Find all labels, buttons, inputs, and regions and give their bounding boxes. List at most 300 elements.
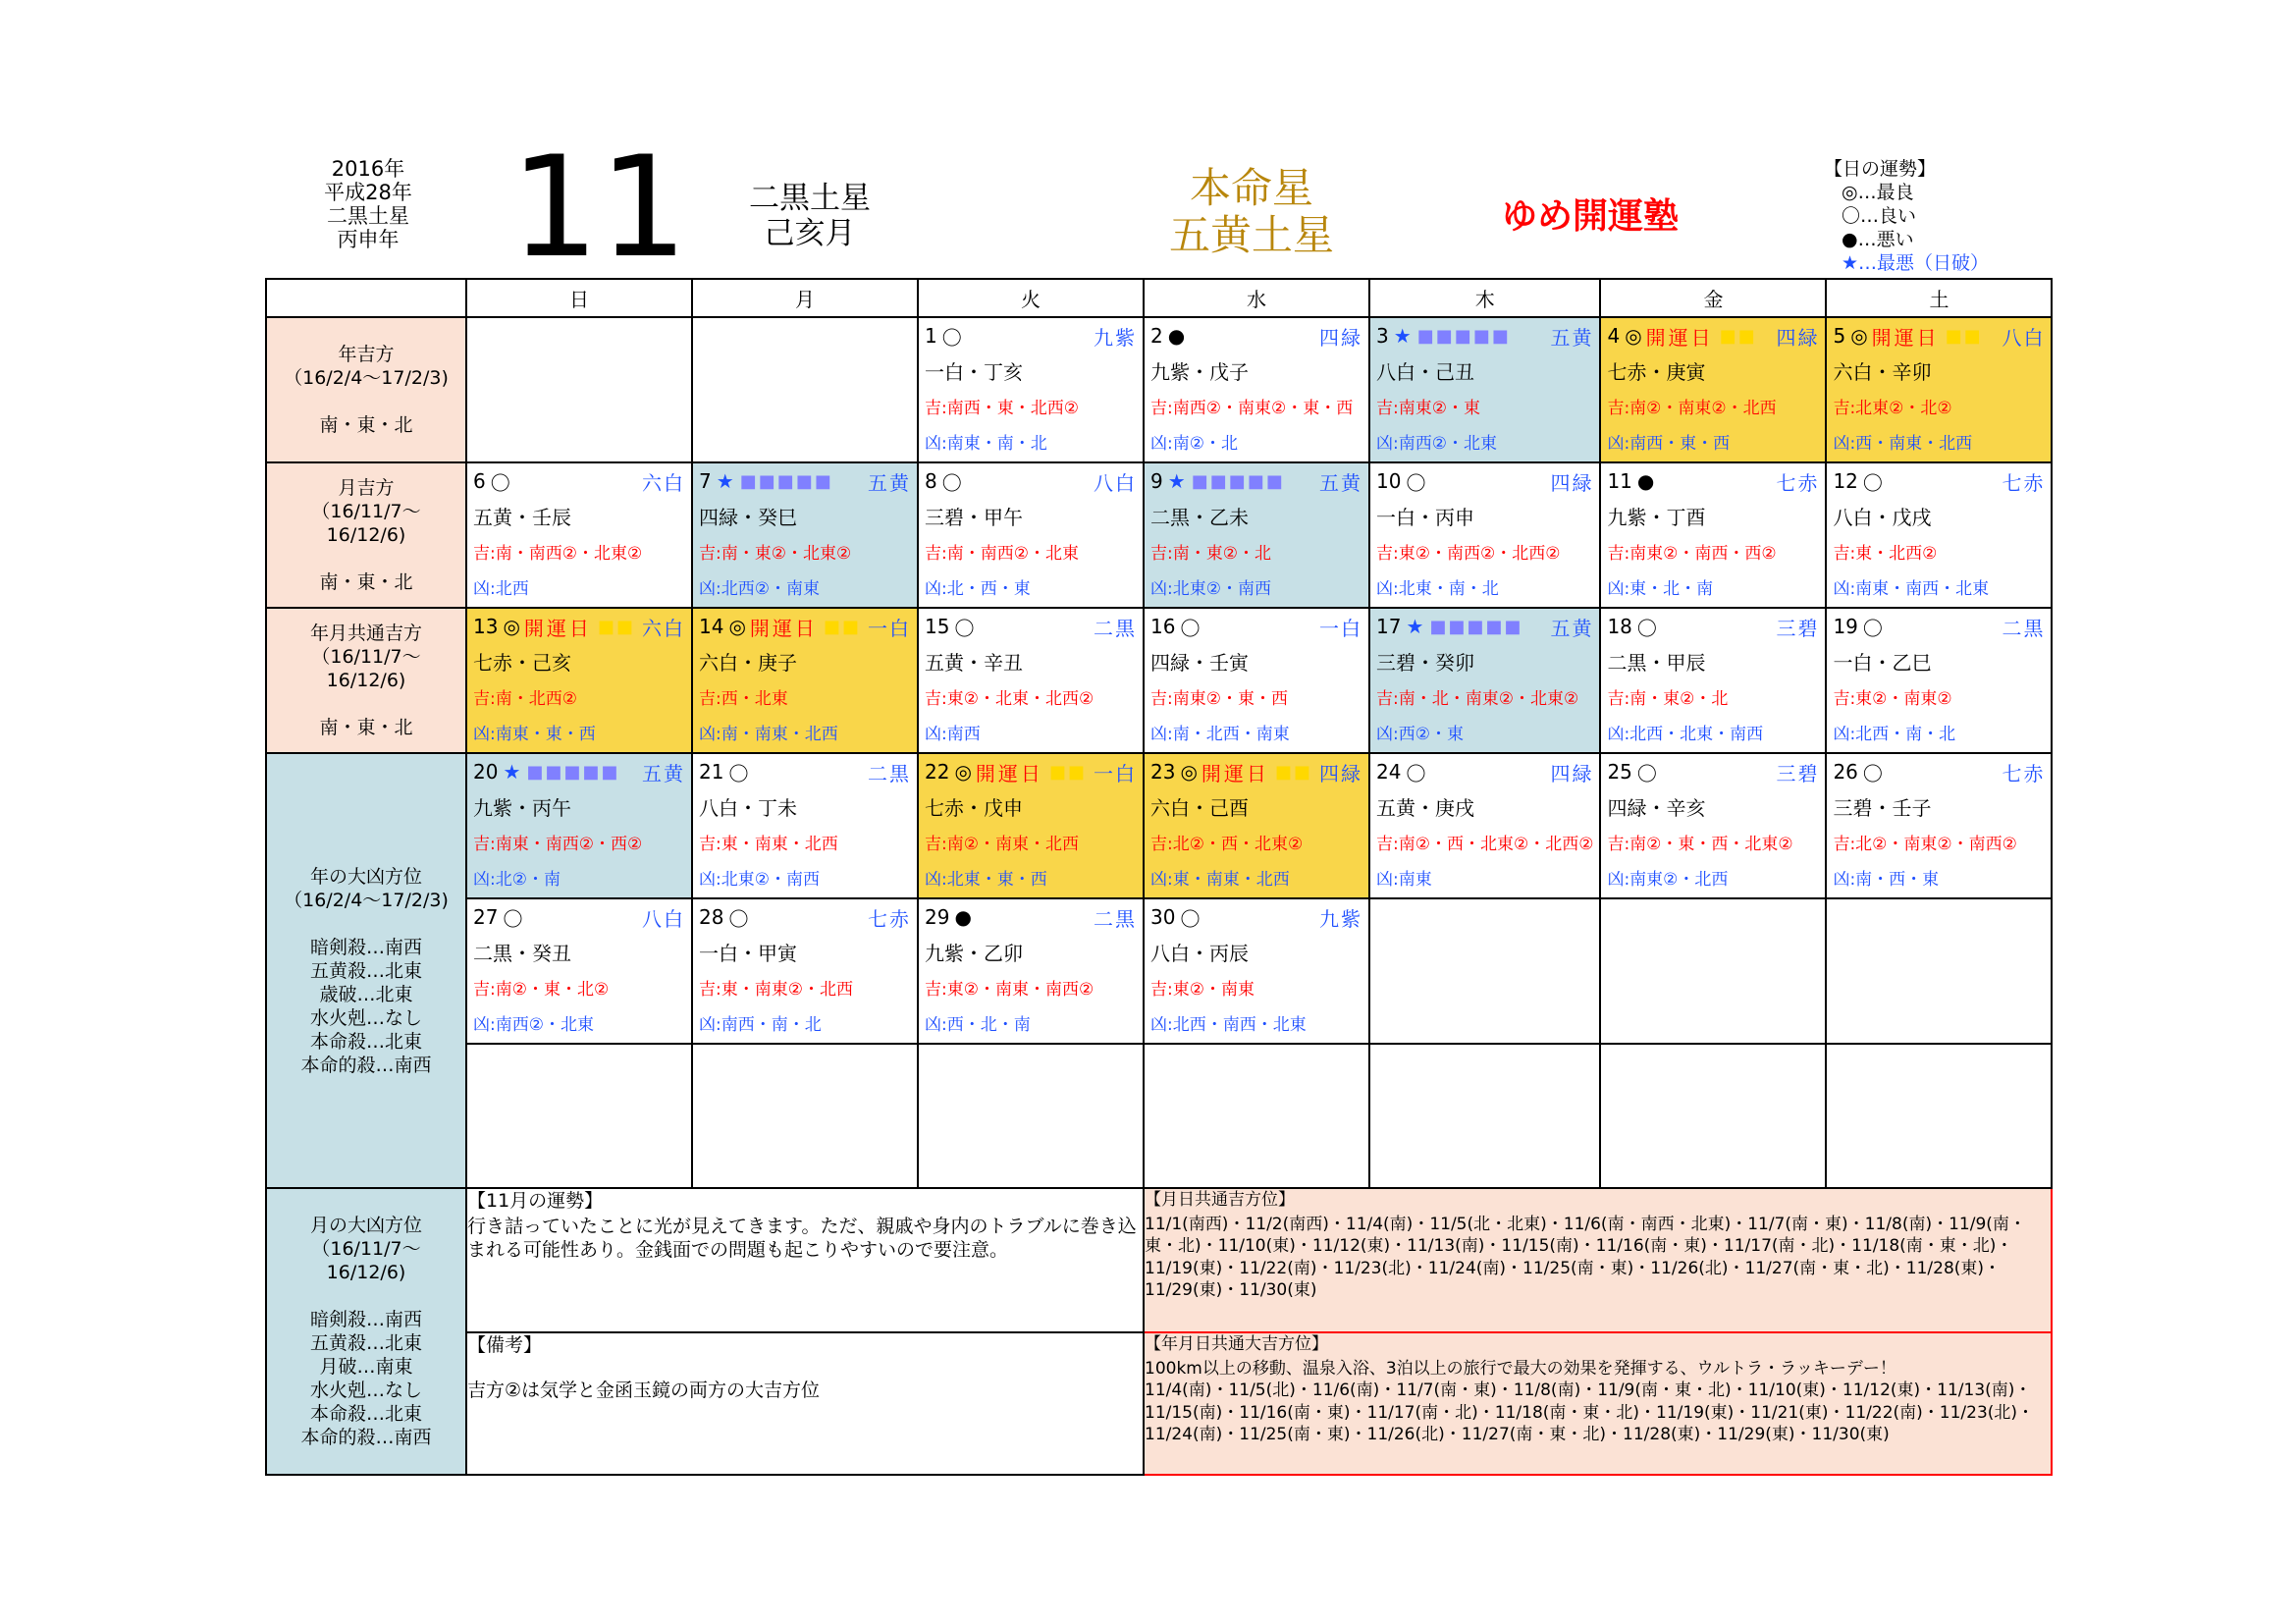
day-header — [467, 899, 691, 935]
week-row — [266, 608, 2052, 753]
day-number: 22 — [925, 760, 950, 784]
day-header — [1370, 318, 1599, 353]
weekday-fri: 金 — [1600, 279, 1826, 317]
fortune-mark: 〇 — [941, 325, 962, 350]
kaiun-label: 開運日 — [1871, 325, 1940, 350]
day-cell — [1369, 462, 1600, 608]
side-line — [267, 1284, 465, 1308]
day-header — [1370, 463, 1599, 499]
empty-day-cell — [466, 317, 692, 462]
day-good-directions: 吉:南②・東・北② — [473, 980, 610, 1000]
day-kanshi: 四緑・辛亥 — [1607, 796, 1706, 820]
square-marks: ■■ — [597, 616, 635, 637]
day-header — [1827, 609, 2051, 644]
week-row — [266, 1044, 2052, 1188]
week-row — [266, 317, 2052, 462]
day-cell — [692, 898, 918, 1044]
empty-day-cell — [692, 1044, 918, 1188]
day-number: 15 — [925, 615, 950, 638]
legend-best: ◎…最良 — [1842, 182, 1914, 203]
day-bad-directions: 凶:北西 — [473, 579, 529, 599]
empty-day-cell — [1369, 898, 1600, 1044]
week-row — [266, 462, 2052, 608]
month-fortune-note — [466, 1188, 1144, 1332]
day-header — [1145, 754, 1368, 789]
empty-day-cell — [1600, 1044, 1826, 1188]
day-bad-directions: 凶:南・西・東 — [1833, 870, 1940, 890]
day-bad-directions: 凶:北東②・南西 — [699, 870, 820, 890]
day-nine-star: 六白 — [642, 470, 685, 495]
day-number: 3 — [1376, 324, 1389, 348]
day-good-directions: 吉:南②・東・西・北東② — [1607, 835, 1793, 854]
honmei-label: 本命星 — [1189, 164, 1313, 212]
day-cell — [1600, 462, 1826, 608]
side-line: （16/2/4～17/2/3) — [284, 367, 449, 389]
day-number: 28 — [699, 905, 724, 929]
day-nine-star: 八白 — [1094, 470, 1137, 495]
heisei-line: 平成28年 — [324, 181, 412, 204]
day-header — [693, 899, 917, 935]
side-line: 16/12/6) — [326, 524, 406, 546]
day-number: 17 — [1376, 615, 1402, 638]
week-row — [266, 898, 2052, 1044]
day-cell — [466, 462, 692, 608]
side-line: 水火剋…なし — [309, 1006, 422, 1029]
month-kanshi-line: 己亥月 — [764, 216, 856, 251]
day-header — [1145, 609, 1368, 644]
day-bad-directions: 凶:北西②・南東 — [699, 579, 820, 599]
fortune-mark: 〇 — [728, 906, 749, 931]
day-nine-star: 九紫 — [1094, 325, 1137, 350]
day-header — [467, 609, 691, 644]
day-nine-star: 二黒 — [868, 761, 911, 785]
day-cell — [1144, 608, 1369, 753]
day-header — [1145, 318, 1368, 353]
day-good-directions: 吉:南・東②・北東② — [699, 544, 852, 564]
day-bad-directions: 凶:北②・南 — [473, 870, 561, 890]
square-marks: ■■ — [823, 616, 861, 637]
day-bad-directions: 凶:北東②・南西 — [1150, 579, 1271, 599]
fortune-mark: 〇 — [1636, 616, 1657, 640]
day-number: 27 — [473, 905, 499, 929]
day-good-directions: 吉:南・北・南東②・北東② — [1376, 689, 1579, 709]
side-line: 本命殺…北東 — [309, 1030, 422, 1053]
day-good-directions: 吉:北②・南東②・南西② — [1833, 835, 2017, 854]
square-marks: ■■■■■ — [526, 761, 620, 783]
weekday-mon: 月 — [692, 279, 918, 317]
day-bad-directions: 凶:北・西・東 — [925, 579, 1031, 599]
day-bad-directions: 凶:北東・南・北 — [1376, 579, 1499, 599]
day-good-directions: 吉:南②・南東②・北西 — [1607, 399, 1777, 418]
day-cell — [692, 462, 918, 608]
day-good-directions: 吉:南東②・南西・西② — [1607, 544, 1777, 564]
day-kanshi: 六白・辛卯 — [1833, 360, 1932, 384]
day-nine-star: 一白 — [868, 616, 911, 640]
day-good-directions: 吉:南西・東・北西② — [925, 399, 1079, 418]
day-kanshi: 五黄・辛丑 — [925, 651, 1023, 675]
day-nine-star: 四緑 — [1319, 325, 1362, 350]
day-good-directions: 吉:北②・西・北東② — [1150, 835, 1304, 854]
side-line: 年の大凶方位 — [309, 865, 422, 888]
side-line: 本命殺…北東 — [309, 1403, 422, 1425]
day-nine-star: 二黒 — [2002, 616, 2046, 640]
fortune-mark: 〇 — [728, 761, 749, 785]
day-nine-star: 七赤 — [868, 906, 911, 931]
day-header — [919, 609, 1143, 644]
day-header — [1601, 463, 1825, 499]
day-header — [693, 754, 917, 789]
day-bad-directions: 凶:南東・南西・北東 — [1833, 579, 1990, 599]
day-good-directions: 吉:東②・南東 — [1150, 980, 1255, 1000]
day-nine-star: 四緑 — [1550, 470, 1594, 495]
day-kanshi: 三碧・癸卯 — [1376, 651, 1474, 675]
day-bad-directions: 凶:東・南東・北西 — [1150, 870, 1290, 890]
week-row — [266, 753, 2052, 898]
weekday-wed: 水 — [1144, 279, 1369, 317]
day-kanshi: 九紫・戊子 — [1150, 360, 1249, 384]
kaiun-label: 開運日 — [975, 761, 1043, 785]
legend-worst: ★…最悪（日破） — [1842, 252, 1990, 274]
brand-title: ゆめ開運塾 — [1501, 196, 1679, 237]
day-nine-star: 三碧 — [1776, 761, 1820, 785]
day-nine-star: 八白 — [642, 906, 685, 931]
day-good-directions: 吉:西・北東 — [699, 689, 788, 709]
day-number: 2 — [1150, 324, 1163, 348]
square-marks: ■■■■■ — [1429, 616, 1523, 637]
day-good-directions: 吉:南・東②・北 — [1150, 544, 1271, 564]
fortune-mark: ● — [954, 905, 972, 929]
day-number: 9 — [1150, 469, 1163, 493]
notes-row — [266, 1332, 2052, 1475]
empty-day-cell — [1144, 1044, 1369, 1188]
side-line: 南・東・北 — [319, 717, 413, 738]
side-line: （16/11/7～ — [311, 501, 421, 522]
day-header — [1370, 754, 1599, 789]
day-header — [1601, 609, 1825, 644]
side-line: 暗剣殺…南西 — [309, 936, 422, 958]
day-header — [919, 463, 1143, 499]
side-line: 五黄殺…北東 — [309, 959, 422, 982]
empty-day-cell — [1369, 1044, 1600, 1188]
kaiun-label: 開運日 — [749, 616, 818, 640]
fortune-mark: ◎ — [1625, 324, 1642, 348]
fortune-mark: ◎ — [503, 615, 520, 638]
year-info — [294, 157, 442, 251]
side-nenkichi — [266, 317, 466, 462]
day-number: 29 — [925, 905, 950, 929]
day-cell — [466, 608, 692, 753]
year-star-line: 二黒土星 — [327, 204, 409, 228]
side-line: 16/12/6) — [326, 1262, 406, 1283]
day-nine-star: 五黄 — [1550, 325, 1594, 350]
day-cell — [1144, 898, 1369, 1044]
day-number: 19 — [1833, 615, 1858, 638]
day-nine-star: 一白 — [1094, 761, 1137, 785]
day-nine-star: 四緑 — [1550, 761, 1594, 785]
side-line: 歳破…北東 — [319, 983, 413, 1005]
month-fortune-note-title: 【11月の運勢】 — [467, 1190, 604, 1212]
day-header — [1827, 754, 2051, 789]
day-kanshi: 三碧・甲午 — [925, 506, 1023, 529]
day-number: 25 — [1607, 760, 1632, 784]
side-line: （16/11/7～ — [311, 1238, 421, 1260]
day-kanshi: 九紫・丙午 — [473, 796, 571, 820]
side-kyotsu — [266, 608, 466, 753]
day-header — [693, 463, 917, 499]
day-cell — [918, 462, 1144, 608]
day-kanshi: 六白・庚子 — [699, 651, 797, 675]
day-nine-star: 七赤 — [2002, 761, 2046, 785]
fortune-mark: ★ — [503, 760, 521, 784]
day-bad-directions: 凶:南西・南・北 — [699, 1015, 822, 1035]
day-number: 1 — [925, 324, 937, 348]
day-bad-directions: 凶:北西・南・北 — [1833, 725, 1956, 744]
day-kanshi: 七赤・戊申 — [925, 796, 1023, 820]
month-fortune-note-text: 行き詰っていたことに光が見えてきます。ただ、親戚や身内のトラブルに巻き込まれる可能性あり。金銭面での問題も起こりやすいので要注意。 — [467, 1216, 1137, 1261]
day-kanshi: 八白・己丑 — [1376, 360, 1474, 384]
day-header — [467, 754, 691, 789]
square-marks: ■■■■■ — [1191, 470, 1285, 492]
day-header — [1145, 899, 1368, 935]
day-bad-directions: 凶:西・北・南 — [925, 1015, 1031, 1035]
day-nine-star: 五黄 — [642, 761, 685, 785]
side-line: 年月共通吉方 — [309, 623, 422, 644]
side-line: 南・東・北 — [319, 414, 413, 436]
weekday-sun: 日 — [466, 279, 692, 317]
day-cell — [918, 608, 1144, 753]
day-number: 12 — [1833, 469, 1858, 493]
day-cell — [918, 317, 1144, 462]
remarks-note-text: 吉方②は気学と金函玉鏡の両方の大吉方位 — [467, 1380, 821, 1401]
corner-cell — [266, 279, 466, 317]
day-nine-star: 七赤 — [1776, 470, 1820, 495]
day-bad-directions: 凶:北西・北東・南西 — [1607, 725, 1764, 744]
day-nine-star: 一白 — [1319, 616, 1362, 640]
day-number: 18 — [1607, 615, 1632, 638]
day-cell — [1369, 317, 1600, 462]
day-header — [1601, 754, 1825, 789]
day-cell — [1369, 608, 1600, 753]
day-number: 26 — [1833, 760, 1858, 784]
day-header — [1601, 318, 1825, 353]
day-cell — [1144, 317, 1369, 462]
day-number: 11 — [1607, 469, 1632, 493]
side-line — [267, 390, 465, 413]
day-cell — [466, 898, 692, 1044]
day-kanshi: 一白・丁亥 — [925, 360, 1023, 384]
square-marks: ■■ — [1719, 325, 1757, 347]
day-good-directions: 吉:南・北西② — [473, 689, 577, 709]
day-nine-star: 五黄 — [1550, 616, 1594, 640]
day-number: 10 — [1376, 469, 1402, 493]
day-number: 8 — [925, 469, 937, 493]
day-number: 23 — [1150, 760, 1176, 784]
day-nine-star: 八白 — [2002, 325, 2046, 350]
day-header — [1370, 609, 1599, 644]
square-marks: ■■■■■ — [1416, 325, 1511, 347]
day-nine-star: 四緑 — [1319, 761, 1362, 785]
legend-good: 〇…良い — [1842, 205, 1917, 227]
day-nine-star: 七赤 — [2002, 470, 2046, 495]
day-kanshi: 四緑・癸巳 — [699, 506, 797, 529]
day-bad-directions: 凶:南東・東・西 — [473, 725, 596, 744]
day-kanshi: 一白・甲寅 — [699, 942, 797, 965]
day-kanshi: 五黄・壬辰 — [473, 506, 571, 529]
weekday-header-row — [266, 279, 2052, 317]
empty-day-cell — [692, 317, 918, 462]
side-line: 南・東・北 — [319, 571, 413, 593]
day-bad-directions: 凶:南西・東・西 — [1607, 434, 1731, 454]
day-number: 16 — [1150, 615, 1176, 638]
day-cell — [1826, 608, 2052, 753]
day-nine-star: 五黄 — [868, 470, 911, 495]
day-cell — [1144, 462, 1369, 608]
day-kanshi: 三碧・壬子 — [1833, 796, 1932, 820]
day-number: 5 — [1833, 324, 1846, 348]
day-bad-directions: 凶:南・北西・南東 — [1150, 725, 1290, 744]
month-star-line: 二黒土星 — [749, 181, 871, 216]
day-header — [919, 754, 1143, 789]
day-cell — [1369, 753, 1600, 898]
fortune-mark: 〇 — [503, 906, 523, 931]
day-number: 6 — [473, 469, 486, 493]
best-directions-note-text: 100km以上の移動、温泉入浴、3泊以上の旅行で最大の効果を発揮する、ウルトラ・ラッキーデー！ 11/4(南)・11/5(北)・11/6(南)・11/7(南・東)・11/8(南)・11/9(南・東・北)・11/10(東)・11/12(東)・11/13(南)・11/15(南)・11/16(南・東)・11/17(南・北)・11/18(南・東・北)・11/19(東)・11/21(東)・11/22(南)・11/23(北)・11/24(南)・11/25(南・東)・11/26(北)・11/27(南・東・北)・11/28(東)・11/29(東)・11/30(東) — [1145, 1358, 2035, 1444]
day-number: 21 — [699, 760, 724, 784]
fortune-mark: ◎ — [954, 760, 972, 784]
day-kanshi: 二黒・乙未 — [1150, 506, 1249, 529]
day-good-directions: 吉:東・北西② — [1833, 544, 1938, 564]
weekday-thu: 木 — [1369, 279, 1600, 317]
fortune-mark: 〇 — [1180, 616, 1201, 640]
side-line — [267, 692, 465, 716]
remarks-note-title: 【備考】 — [467, 1334, 543, 1356]
empty-day-cell — [1826, 898, 2052, 1044]
day-good-directions: 吉:東・南東・北西 — [699, 835, 838, 854]
month-star — [721, 181, 898, 251]
honmei-value: 五黄土星 — [1168, 211, 1334, 259]
fortune-mark: ◎ — [1180, 760, 1198, 784]
best-directions-note — [1144, 1332, 2052, 1475]
fortune-mark: ● — [1636, 469, 1655, 493]
fortune-mark: ◎ — [1850, 324, 1868, 348]
fortune-mark: 〇 — [1862, 761, 1883, 785]
day-good-directions: 吉:南②・西・北東②・北西② — [1376, 835, 1594, 854]
day-cell — [466, 753, 692, 898]
side-line — [267, 912, 465, 936]
side-line: 16/12/6) — [326, 670, 406, 691]
day-good-directions: 吉:南東②・東・西 — [1150, 689, 1288, 709]
kaiun-label: 開運日 — [1645, 325, 1714, 350]
fortune-mark: ★ — [716, 469, 734, 493]
common-directions-note — [1144, 1188, 2052, 1332]
day-bad-directions: 凶:南・南東・北西 — [699, 725, 838, 744]
day-number: 30 — [1150, 905, 1176, 929]
day-cell — [692, 608, 918, 753]
fortune-mark: 〇 — [941, 470, 962, 495]
day-kanshi: 二黒・癸丑 — [473, 942, 571, 965]
day-bad-directions: 凶:南西②・北東 — [473, 1015, 594, 1035]
fortune-mark: 〇 — [954, 616, 975, 640]
square-marks: ■■ — [1274, 761, 1312, 783]
best-directions-note-title: 【年月日共通大吉方位】 — [1145, 1334, 1328, 1354]
fortune-mark: 〇 — [1862, 470, 1883, 495]
fortune-mark: ★ — [1167, 469, 1186, 493]
day-cell — [1826, 317, 2052, 462]
fortune-legend — [1824, 157, 1989, 275]
kaiun-label: 開運日 — [523, 616, 592, 640]
day-good-directions: 吉:南西②・南東②・東・西 — [1150, 399, 1354, 418]
day-nine-star: 五黄 — [1319, 470, 1362, 495]
day-bad-directions: 凶:西②・東 — [1376, 725, 1464, 744]
square-marks: ■■ — [1945, 325, 1983, 347]
fortune-mark: 〇 — [1862, 616, 1883, 640]
day-kanshi: 七赤・庚寅 — [1607, 360, 1706, 384]
day-number: 13 — [473, 615, 499, 638]
fortune-mark: ● — [1167, 324, 1186, 348]
day-good-directions: 吉:南・東②・北 — [1607, 689, 1729, 709]
empty-day-cell — [918, 1044, 1144, 1188]
side-line: 月の大凶方位 — [309, 1215, 422, 1236]
day-good-directions: 吉:東②・南東② — [1833, 689, 1952, 709]
side-getsukichi — [266, 462, 466, 608]
day-cell — [1826, 462, 2052, 608]
day-bad-directions: 凶:北東・東・西 — [925, 870, 1047, 890]
day-kanshi: 六白・己酉 — [1150, 796, 1249, 820]
side-line: 月破…南東 — [319, 1356, 413, 1378]
day-number: 14 — [699, 615, 724, 638]
day-bad-directions: 凶:南東 — [1376, 870, 1432, 890]
side-nen_daikyo — [266, 753, 466, 1188]
day-bad-directions: 凶:南西 — [925, 725, 981, 744]
day-number: 7 — [699, 469, 712, 493]
fortune-mark: 〇 — [1636, 761, 1657, 785]
side-line: 五黄殺…北東 — [309, 1332, 422, 1354]
day-good-directions: 吉:東②・南西②・北西② — [1376, 544, 1561, 564]
side-getsu_daikyo — [266, 1188, 466, 1475]
day-cell — [1600, 753, 1826, 898]
day-cell — [1600, 317, 1826, 462]
square-marks: ■■■■■ — [739, 470, 833, 492]
month-number: 11 — [510, 127, 688, 289]
year-kanshi-line: 丙申年 — [337, 228, 400, 251]
day-bad-directions: 凶:南東・南・北 — [925, 434, 1047, 454]
fortune-mark: 〇 — [1180, 906, 1201, 931]
day-kanshi: 八白・丙辰 — [1150, 942, 1249, 965]
day-header — [1827, 463, 2051, 499]
day-good-directions: 吉:南東・南西②・西② — [473, 835, 643, 854]
kaiun-label: 開運日 — [1201, 761, 1269, 785]
day-nine-star: 二黒 — [1094, 616, 1137, 640]
day-good-directions: 吉:南②・南東・北西 — [925, 835, 1079, 854]
common-directions-note-text: 11/1(南西)・11/2(南西)・11/4(南)・11/5(北・北東)・11/6(南・南西・北東)・11/7(南・東)・11/8(南)・11/9(南・東・北)・11/10(東)・11/12(東)・11/13(南)・11/15(南)・11/16(南・東)・11/17(南・北)・11/18(南・東・北)・11/19(東)・11/22(南)・11/23(北)・11/24(南)・11/25(南・東)・11/26(北)・11/27(南・東・北)・11/28(東)・11/29(東)・11/30(東) — [1145, 1214, 2026, 1300]
honmei-star — [1129, 165, 1374, 259]
day-nine-star: 四緑 — [1776, 325, 1820, 350]
fortune-mark: 〇 — [1406, 761, 1426, 785]
day-kanshi: 九紫・丁酉 — [1607, 506, 1706, 529]
side-line: 本命的殺…南西 — [300, 1427, 432, 1448]
day-good-directions: 吉:東②・南東・南西② — [925, 980, 1095, 1000]
remarks-note — [466, 1332, 1144, 1475]
side-line: 水火剋…なし — [309, 1380, 422, 1401]
day-kanshi: 五黄・庚戌 — [1376, 796, 1474, 820]
day-kanshi: 四緑・壬寅 — [1150, 651, 1249, 675]
empty-day-cell — [1600, 898, 1826, 1044]
day-good-directions: 吉:南東②・東 — [1376, 399, 1480, 418]
day-bad-directions: 凶:南②・北 — [1150, 434, 1238, 454]
day-cell — [1144, 753, 1369, 898]
side-line: 本命的殺…南西 — [300, 1054, 432, 1076]
day-header — [1827, 318, 2051, 353]
